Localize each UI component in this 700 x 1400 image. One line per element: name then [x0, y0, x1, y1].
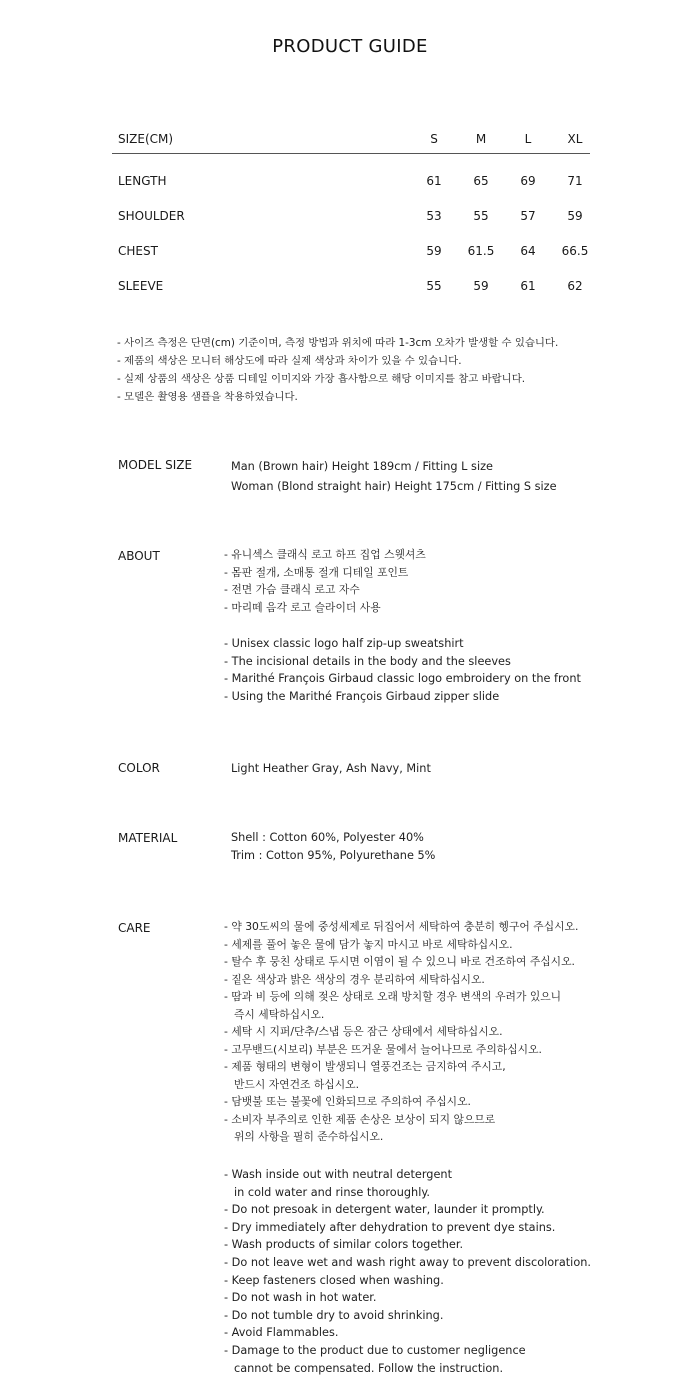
model-size-line: Woman (Blond straight hair) Height 175cm / Fitting S size — [231, 480, 557, 493]
cell-xl: 66.5 — [561, 244, 589, 258]
care-korean-line: 위의 사항을 필히 준수하십시오. — [234, 1130, 384, 1143]
table-row-chest — [118, 244, 590, 260]
care-korean-line: - 제품 형태의 변형이 발생되니 열풍건조는 금지하여 주시고, — [224, 1060, 506, 1073]
care-korean-line: - 소비자 부주의로 인한 제품 손상은 보상이 되지 않으므로 — [224, 1112, 496, 1126]
care-korean-line: - 세탁 시 지퍼/단추/스냅 등은 잠근 상태에서 세탁하십시오. — [224, 1025, 503, 1038]
cell-l: 57 — [520, 209, 536, 223]
note-line: - 모델은 촬영용 샘플을 착용하였습니다. — [117, 391, 298, 403]
care-english-line: - Avoid Flammables. — [224, 1326, 339, 1340]
row-label: CHEST — [118, 244, 158, 258]
size-notes — [117, 334, 558, 406]
size-header-l: L — [524, 132, 532, 146]
about-korean — [224, 546, 426, 616]
care-korean-line: - 탈수 후 뭉친 상태로 두시면 이염이 될 수 있으니 바로 건조하여 주십시오. — [224, 955, 575, 968]
cell-xl: 59 — [567, 209, 583, 223]
note-line: - 제품의 색상은 모니터 해상도에 따라 실제 색상과 차이가 있을 수 있습니다. — [117, 355, 462, 367]
care-korean-line: 반드시 자연건조 하십시오. — [234, 1077, 360, 1091]
row-label: LENGTH — [118, 174, 167, 188]
row-label: SHOULDER — [118, 209, 185, 223]
care-english-line: - Do not presoak in detergent water, launder it promptly. — [224, 1203, 545, 1217]
about-label: ABOUT — [118, 549, 160, 563]
row-label: SLEEVE — [118, 279, 164, 293]
cell-m: 59 — [473, 279, 489, 293]
cell-xl: 71 — [567, 174, 583, 188]
size-header-m: M — [475, 132, 487, 146]
model-size-line: Man (Brown hair) Height 189cm / Fitting L size — [231, 460, 493, 473]
care-english-line: - Keep fasteners closed when washing. — [224, 1273, 444, 1287]
size-header-xl: XL — [567, 132, 583, 146]
table-row-sleeve — [118, 279, 590, 295]
care-english-line: - Damage to the product due to customer negligence — [224, 1343, 526, 1357]
cell-xl: 62 — [567, 279, 583, 293]
cell-s: 59 — [426, 244, 442, 258]
care-english — [224, 1166, 591, 1377]
note-line: - 실제 상품의 색상은 상품 디테일 이미지와 가장 흡사함으로 해당 이미지를 참고 바랍니다. — [117, 373, 526, 385]
model-size-label: MODEL SIZE — [118, 458, 193, 472]
cell-l: 61 — [520, 279, 536, 293]
care-label: CARE — [118, 921, 151, 935]
cell-m: 55 — [473, 209, 489, 223]
cell-m: 61.5 — [467, 244, 495, 258]
cell-s: 61 — [426, 174, 442, 188]
cell-l: 69 — [520, 174, 536, 188]
care-english-line: - Do not wash in hot water. — [224, 1291, 377, 1305]
care-english-line: - Wash products of similar colors together. — [224, 1238, 464, 1252]
cell-s: 53 — [426, 209, 442, 223]
about-english — [224, 635, 581, 705]
cell-l: 64 — [520, 244, 536, 258]
care-english-line: cannot be compensated. Follow the instruction. — [234, 1361, 504, 1375]
care-korean-line: - 약 30도씨의 물에 중성세제로 뒤집어서 세탁하여 충분히 헹구어 주십시오. — [224, 920, 579, 933]
care-english-line: - Wash inside out with neutral detergent — [224, 1168, 453, 1181]
cell-s: 55 — [426, 279, 442, 293]
about-english-line: - Using the Marithé François Girbaud zipper slide — [224, 689, 500, 703]
about-korean-line: - 유니섹스 클래식 로고 하프 집업 스웻셔츠 — [224, 548, 426, 561]
about-korean-line: - 전면 가슴 클래식 로고 자수 — [224, 583, 360, 597]
care-english-line: - Dry immediately after dehydration to prevent dye stains. — [224, 1220, 556, 1234]
about-korean-line: - 마리떼 음각 로고 슬라이더 사용 — [224, 600, 381, 614]
color-value: Light Heather Gray, Ash Navy, Mint — [231, 762, 431, 775]
about-korean-line: - 몸판 절개, 소매통 절개 디테일 포인트 — [224, 565, 409, 579]
color-label: COLOR — [118, 761, 160, 775]
table-row-length — [118, 174, 590, 190]
page-title: PRODUCT GUIDE — [272, 36, 428, 57]
size-header-s: S — [430, 132, 438, 146]
care-korean-line: - 담뱃불 또는 불꽃에 인화되므로 주의하여 주십시오. — [224, 1095, 471, 1108]
care-korean — [224, 918, 578, 1146]
material-body — [231, 829, 435, 865]
about-english-line: - Marithé François Girbaud classic logo embroidery on the front — [224, 672, 581, 686]
size-table-header — [112, 132, 590, 154]
note-line: - 사이즈 측정은 단면(cm) 기준이며, 측정 방법과 위치에 따라 1-3cm 오차가 발생할 수 있습니다. — [117, 337, 559, 349]
care-korean-line: - 짙은 색상과 밝은 색상의 경우 분리하여 세탁하십시오. — [224, 972, 485, 986]
material-line: Trim : Cotton 95%, Polyurethane 5% — [231, 849, 436, 862]
care-english-line: - Do not leave wet and wash right away to prevent discoloration. — [224, 1255, 591, 1269]
care-english-line: - Do not tumble dry to avoid shrinking. — [224, 1308, 444, 1322]
size-table-header-label: SIZE(CM) — [118, 132, 174, 146]
care-korean-line: - 고무밴드(시보리) 부분은 뜨거운 물에서 늘어나므로 주의하십시오. — [224, 1042, 542, 1056]
care-english-line: in cold water and rinse thoroughly. — [234, 1185, 431, 1199]
model-size-body — [231, 457, 557, 497]
cell-m: 65 — [473, 174, 489, 188]
material-line: Shell : Cotton 60%, Polyester 40% — [231, 831, 424, 844]
material-label: MATERIAL — [118, 831, 178, 845]
about-english-line: - Unisex classic logo half zip-up sweatshirt — [224, 637, 464, 650]
care-korean-line: - 땀과 비 등에 의해 젖은 상태로 오래 방치할 경우 변색의 우려가 있으니 — [224, 990, 562, 1003]
table-row-shoulder — [118, 209, 590, 225]
care-korean-line: - 세제를 풀어 놓은 물에 담가 놓지 마시고 바로 세탁하십시오. — [224, 937, 513, 951]
about-english-line: - The incisional details in the body and the sleeves — [224, 654, 511, 668]
care-korean-line: 즉시 세탁하십시오. — [234, 1007, 325, 1021]
